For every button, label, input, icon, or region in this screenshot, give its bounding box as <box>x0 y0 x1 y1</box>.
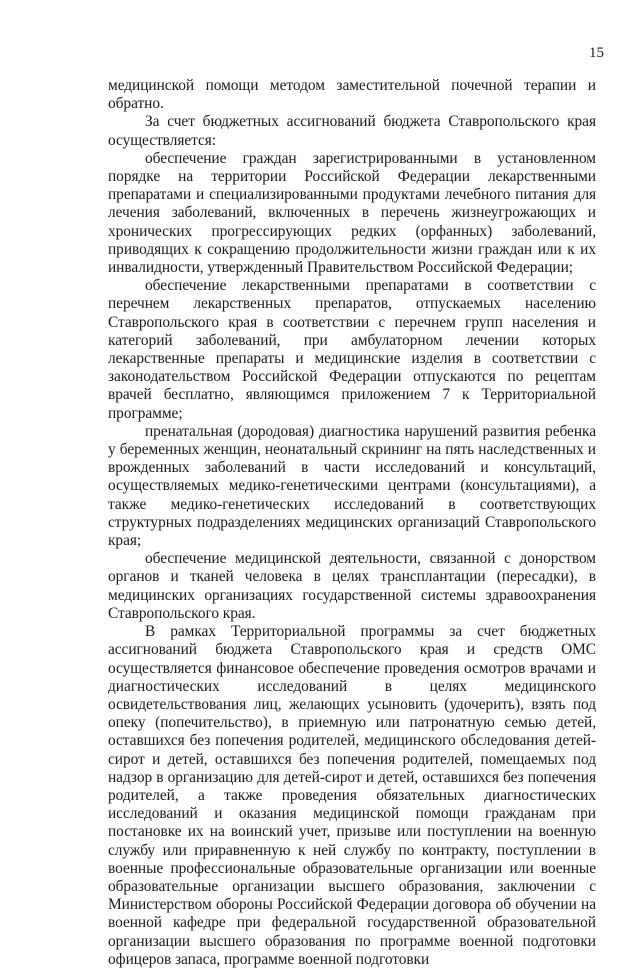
paragraph-prenatal-diagnostics: пренатальная (дородовая) диагностика нарушений развития ребенка у беременных женщин, неонатальный скрининг на пять наследственных и врожденных заболеваний в части исследований и консультаций, осуществляемых медико-генетическими центрами (консультациями), а также медико-генетических исследований в соответствующих структурных подразделениях медицинских организаций Ставропольского края; <box>108 422 596 550</box>
paragraph-free-medicines: обеспечение лекарственными препаратами в соответствии с перечнем лекарственных препаратов, отпускаемых населению Ставропольского края в соответствии с перечнем групп населения и категорий заболеваний, при амбулаторном лечении которых лекарственные препараты и медицинские изделия в соответствии с законодательством Российской Федерации отпускаются по рецептам врачей бесплатно, являющимся приложением 7 к Территориальной программе; <box>108 277 596 422</box>
paragraph-budget-intro: За счет бюджетных ассигнований бюджета Ставропольского края осуществляется: <box>108 113 596 149</box>
paragraph-orphan-diseases: обеспечение граждан зарегистрированными в установленном порядке на территории Российской Федерации лекарственными препаратами и специализированными продуктами лечебного питания для лечения заболеваний, включенных в перечень жизнеугрожающих и хронических прогрессирующих редких (орфанных) заболеваний, приводящих к сокращению продолжительности жизни граждан или к их инвалидности, утвержденный Правительством Российской Федерации; <box>108 149 596 277</box>
document-body <box>108 77 596 969</box>
paragraph-organ-donation: обеспечение медицинской деятельности, связанной с донорством органов и тканей человека в целях трансплантации (пересадки), в медицинских организациях государственной системы здравоохранения Ставропольского края. <box>108 550 596 622</box>
page-number: 15 <box>589 45 604 61</box>
paragraph-continuation: медицинской помощи методом заместительной почечной терапии и обратно. <box>108 77 596 113</box>
paragraph-territorial-program: В рамках Территориальной программы за счет бюджетных ассигнований бюджета Ставропольского края и средств ОМС осуществляется финансовое обеспечение проведения осмотров врачами и диагностических исследований в целях медицинского освидетельствования лиц, желающих усыновить (удочерить), взять под опеку (попечительство), в приемную или патронатную семью детей, оставшихся без попечения родителей, медицинского обследования детей-сирот и детей, оставшихся без попечения родителей, помещаемых под надзор в организацию для детей-сирот и детей, оставшихся без попечения родителей, а также проведения обязательных диагностических исследований и оказания медицинской помощи гражданам при постановке их на воинский учет, призыве или поступлении на военную службу или приравненную к ней службу по контракту, поступлении в военные профессиональные образовательные организации или военные образовательные организации высшего образования, заключении с Министерством обороны Российской Федерации договора об обучении на военной кафедре при федеральной государственной образовательной организации высшего образования по программе военной подготовки офицеров запаса, программе военной подготовки <box>108 623 596 968</box>
